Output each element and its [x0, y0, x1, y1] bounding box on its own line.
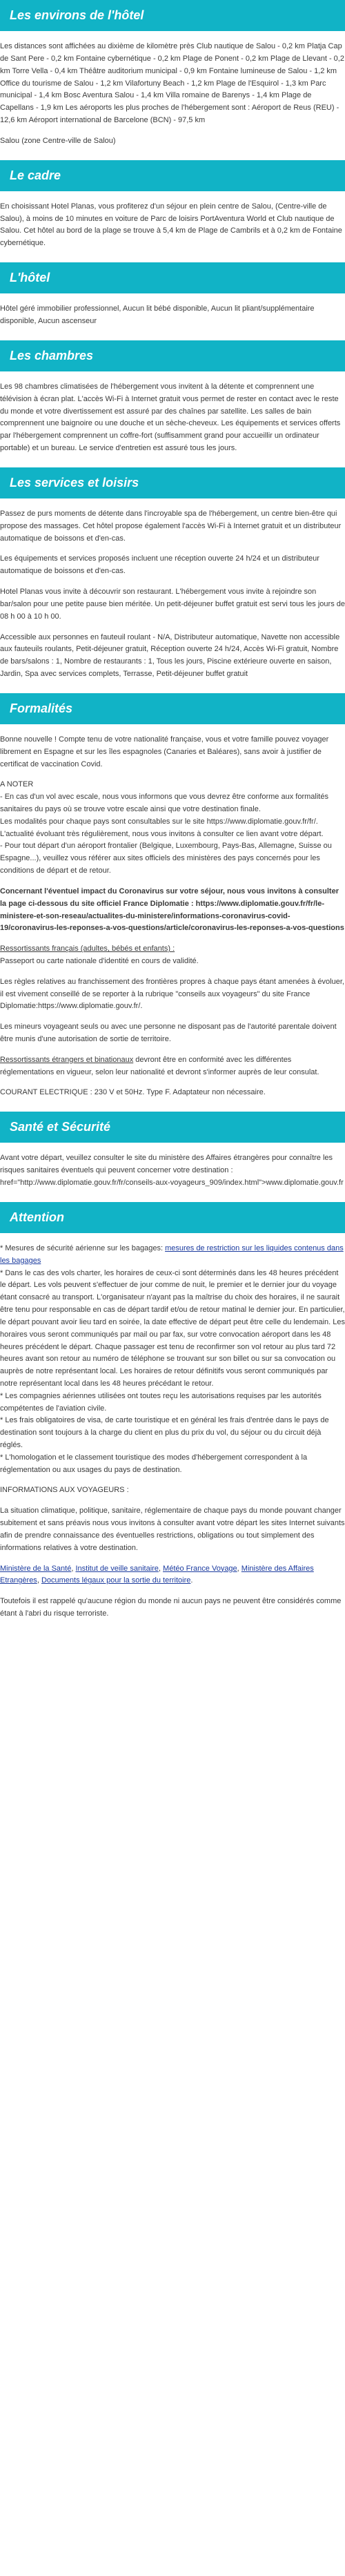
section-title-services: Les services et loisirs — [0, 467, 345, 498]
attention-terrorisme: Toutefois il est rappelé qu'aucune région du monde ni aucun pays ne peuvent être considérés comme étant à l'abri du risque terroriste. — [0, 1597, 342, 1618]
liquides-restriction-link[interactable]: mesures de restriction sur les liquides contenus dans les bagages — [0, 1244, 344, 1265]
environs-zone: Salou (zone Centre-ville de Salou) — [0, 136, 116, 145]
section-formalites — [0, 693, 345, 1099]
ressortissants-etrangers-text: devront être en conformité avec les différentes réglementations en vigueur, selon leur nationalité et devront s'informer auprès de leur consulat. — [0, 1055, 319, 1076]
info-voyageurs-heading: INFORMATIONS AUX VOYAGEURS : — [0, 1486, 129, 1495]
attention-compagnies: * Les compagnies aériennes utilisées ont toutes reçu les autorisations requises par les autorités compétentes de l'aviation civile. — [0, 1391, 322, 1413]
section-title-formalites: Formalités — [0, 693, 345, 724]
ressortissants-francais-link[interactable]: Ressortissants français (adultes, bébés et enfants) : — [0, 945, 175, 953]
formalites-note-frontalier: - Pour tout départ d'un aéroport frontalier (Belgique, Luxembourg, Pays-Bas, Allemagne, Suisse ou Espagne...), veuillez vous référer aux sites officiels des ministères des pays concernés pour les conditions de départ et de retour. — [0, 842, 332, 875]
link-ministere-sante[interactable]: Ministère de la Santé — [0, 1564, 72, 1573]
section-environs — [0, 0, 345, 148]
section-chambres — [0, 340, 345, 455]
hotel-text: Hôtel géré immobilier professionnel, Aucun lit bébé disponible, Aucun lit pliant/supplémentaire disponible, Aucun ascenseur — [0, 304, 315, 326]
environs-distances: Les distances sont affichées au dixième de kilomètre près Club nautique de Salou - 0,2 km Platja Cap de Sant Pere - 0,2 km Fontaine cybernétique - 0,2 km Plage de Ponent - 0,2 km Plage de Llevant - 0,2 km Torre Vella - 0,4 km Théâtre auditorium municipal - 0,9 km Fontaine lumineuse de Salou - 1,2 km Office du tourisme de Salou - 1,2 km Vilafortuny Beach - 1,2 km Plage de l'Esquirol - 1,3 km Parc municipal - 1,4 km Bosc Aventura Salou - 1,4 km Villa romaine de Barenys - 1,4 km Plage de Capellans - 1,9 km Les aéroports les plus proches de l'hébergement sont : Aéroport de Reus (REU) - 12,6 km Aéroport international de Barcelone (BCN) - 97,5 km — [0, 42, 344, 125]
section-title-environs: Les environs de l'hôtel — [0, 0, 345, 31]
info-voyageurs-text: La situation climatique, politique, sanitaire, réglementaire de chaque pays du monde pouvant changer subitement et sans préavis nous vous invitons à consulter avant votre départ les sites Internet suivants afin de prendre connaissance des éventuelles restrictions, obligations ou tout simplement des informations relatives à votre destination. — [0, 1507, 345, 1552]
formalites-note-escale: - En cas d'un vol avec escale, nous vous informons que vous devrez être conforme aux formalités sanitaires du pays où se trouve votre escale ainsi que votre destination finale. — [0, 793, 328, 813]
section-title-sante: Santé et Sécurité — [0, 1112, 345, 1143]
formalites-regles: Les règles relatives au franchissement des frontières propres à chaque pays étant amenées à évoluer, il est vivement conseillé de se reporter à la rubrique "conseils aux voyageurs" du site France Diplomatie:https://www.diplomatie.gouv.fr/. — [0, 977, 344, 1011]
services-reception: Les équipements et services proposés incluent une réception ouverte 24 h/24 et un distributeur automatique de boissons et d'en-cas. — [0, 554, 319, 576]
section-title-cadre: Le cadre — [0, 160, 345, 191]
link-affaires-etrangeres[interactable]: Ministère des Affaires Etrangères — [0, 1564, 314, 1585]
attention-frais-visa: * Les frais obligatoires de visa, de carte touristique et en général les frais d'entrée dans le pays de destination sont toujours à la charge du client en plus du prix du vol, du séjour ou du circuit déjà réglés. — [0, 1416, 329, 1449]
formalites-courant: COURANT ELECTRIQUE : 230 V et 50Hz. Type F. Adaptateur non nécessaire. — [0, 1088, 266, 1097]
section-cadre — [0, 160, 345, 250]
info-links: Ministère de la Santé, Institut de veille sanitaire, Météo France Voyage, Ministère des Affaires Etrangères, Documents légaux pour la sortie du territoire. — [0, 1564, 314, 1585]
section-sante — [0, 1112, 345, 1190]
attention-vols-charter: * Dans le cas des vols charter, les horaires de ceux-ci sont déterminés dans les 48 heures précédent le départ. Les vols peuvent s'effectuer de jour comme de nuit, le premier et le dernier jour du voyage étant consacré au transport. L'organisateur n'ayant pas la maîtrise du choix des horaires, il ne saurait être tenu pour responsable en cas de départ tardif et/ou de retour matinal le dernier jour. En particulier, le départ pouvant avoir lieu tard en soirée, la date effective de départ peut être celle du lendemain. Les horaires vous seront communiqués par mail ou par fax, sur votre convocation aéroport dans les 48 heures précédent le départ. Chaque passager est tenu de reconfirmer son vol retour au plus tard 72 heures avant son retour au numéro de téléphone se trouvant sur son billet ou sur sa convocation ou auprès de notre représentant local. Les horaires de retour définitifs vous seront communiqués par notre représentant local dans les 48 heures précédant le retour. — [0, 1268, 345, 1388]
cadre-text: En choisissant Hotel Planas, vous profiterez d'un séjour en plein centre de Salou, (Centre-ville de Salou), à moins de 10 minutes en voiture de Parc de loisirs PortAventura World et Club nautique de Salou. Cet hôtel au bord de la plage se trouve à 5,4 km de Plage de Cambrils et à 0,2 km de Fontaine cybernétique. — [0, 202, 342, 248]
chambres-text: Les 98 chambres climatisées de l'hébergement vous invitent à la détente et comprennent une télévision à écran plat. L'accès Wi-Fi à Internet gratuit vous permet de rester en contact avec le reste du monde et votre divertissement est assuré par des chaînes par satellite. Les salles de bain comprennent une baignoire ou une douche et un sèche-cheveux. Les équipements et services offerts par l'hébergement comprennent un coffre-fort (suffisamment grand pour accueillir un ordinateur portable) et un bureau. Le service d'entretien est assuré tous les jours. — [0, 382, 341, 453]
link-veille-sanitaire[interactable]: Institut de veille sanitaire — [75, 1564, 159, 1573]
sante-text: Avant votre départ, veuillez consulter le site du ministère des Affaires étrangères pour connaître les risques sanitaires éventuels qui peuvent concerner votre destination : href="http://www.diplomatie.gouv.fr/fr/conseils-aux-voyageurs_909/index.html">www.diplomatie.gouv.fr — [0, 1154, 344, 1188]
services-spa: Passez de purs moments de détente dans l'incroyable spa de l'hébergement, un centre bien-être qui propose des massages. Cet hôtel propose également l'accès Wi-Fi à Internet gratuit et un distributeur automatique de boissons et d'en-cas. — [0, 510, 342, 543]
section-title-chambres: Les chambres — [0, 340, 345, 371]
attention-homologation: * L'homologation et le classement touristique des modes d'hébergement correspondent à la réglementation ou aux usages du pays de destination. — [0, 1453, 308, 1474]
section-attention — [0, 1202, 345, 1620]
services-restaurant: Hotel Planas vous invite à découvrir son restaurant. L'hébergement vous invite à rejoindre son bar/salon pour une petite pause bien méritée. Un petit-déjeuner buffet gratuit est servi tous les jours de 08 h 00 à 10 h 00. — [0, 588, 345, 621]
section-hotel — [0, 262, 345, 328]
section-title-hotel: L'hôtel — [0, 262, 345, 293]
formalites-intro: Bonne nouvelle ! Compte tenu de votre nationalité française, vous et votre famille pouvez voyager librement en Espagne et sur les îles espagnoles (Canaries et Baléares), sans avoir à justifier de certificat de vaccination Covid. — [0, 735, 329, 768]
section-services — [0, 467, 345, 681]
formalites-covid-link[interactable]: Concernant l'éventuel impact du Coronavirus sur votre séjour, nous vous invitons à consulter la page ci-dessous du site officiel France Diplomatie : https://www.diplomatie.gouv.fr/fr/le-ministere-et-son-reseau/actualites-du-ministere/informations-coronavirus-covid-19/coronavirus-les-reponses-a-vos-questions/article/coronavirus-les-reponses-a-vos-questions — [0, 887, 344, 933]
formalites-note-heading: A NOTER — [0, 780, 34, 789]
link-documents-legaux[interactable]: Documents légaux pour la sortie du territoire — [41, 1576, 191, 1585]
services-list: Accessible aux personnes en fauteuil roulant - N/A, Distributeur automatique, Navette non accessible aux fauteuils roulants, Petit-déjeuner gratuit, Réception ouverte 24 h/24, Accès Wi-Fi gratuit, Nombre de bars/salons : 1, Nombre de restaurants : 1, Tous les jours, Piscine extérieure ouverte en saison, Jardin, Spa avec services complets, Terrasse, Petit-déjeuner buffet gratuit — [0, 632, 340, 678]
ressortissants-francais-text: Passeport ou carte nationale d'identité en cours de validité. — [0, 956, 199, 965]
link-meteo-france[interactable]: Météo France Voyage — [163, 1564, 237, 1573]
ressortissants-etrangers-link[interactable]: Ressortissants étrangers et binationaux — [0, 1055, 134, 1064]
attention-bagages-prefix: * Mesures de sécurité aérienne sur les bagages: — [0, 1244, 166, 1252]
section-title-attention: Attention — [0, 1202, 345, 1233]
formalites-mineurs: Les mineurs voyageant seuls ou avec une personne ne disposant pas de l'autorité parentale doivent être munis d'une autorisation de sortie de territoire. — [0, 1023, 337, 1043]
formalites-note-modalites: Les modalités pour chaque pays sont consultables sur le site https://www.diplomatie.gouv.fr/fr/. L'actualité évoluant très régulièrement, nous vous invitons à consulter ce lien avant votre départ. — [0, 817, 324, 838]
